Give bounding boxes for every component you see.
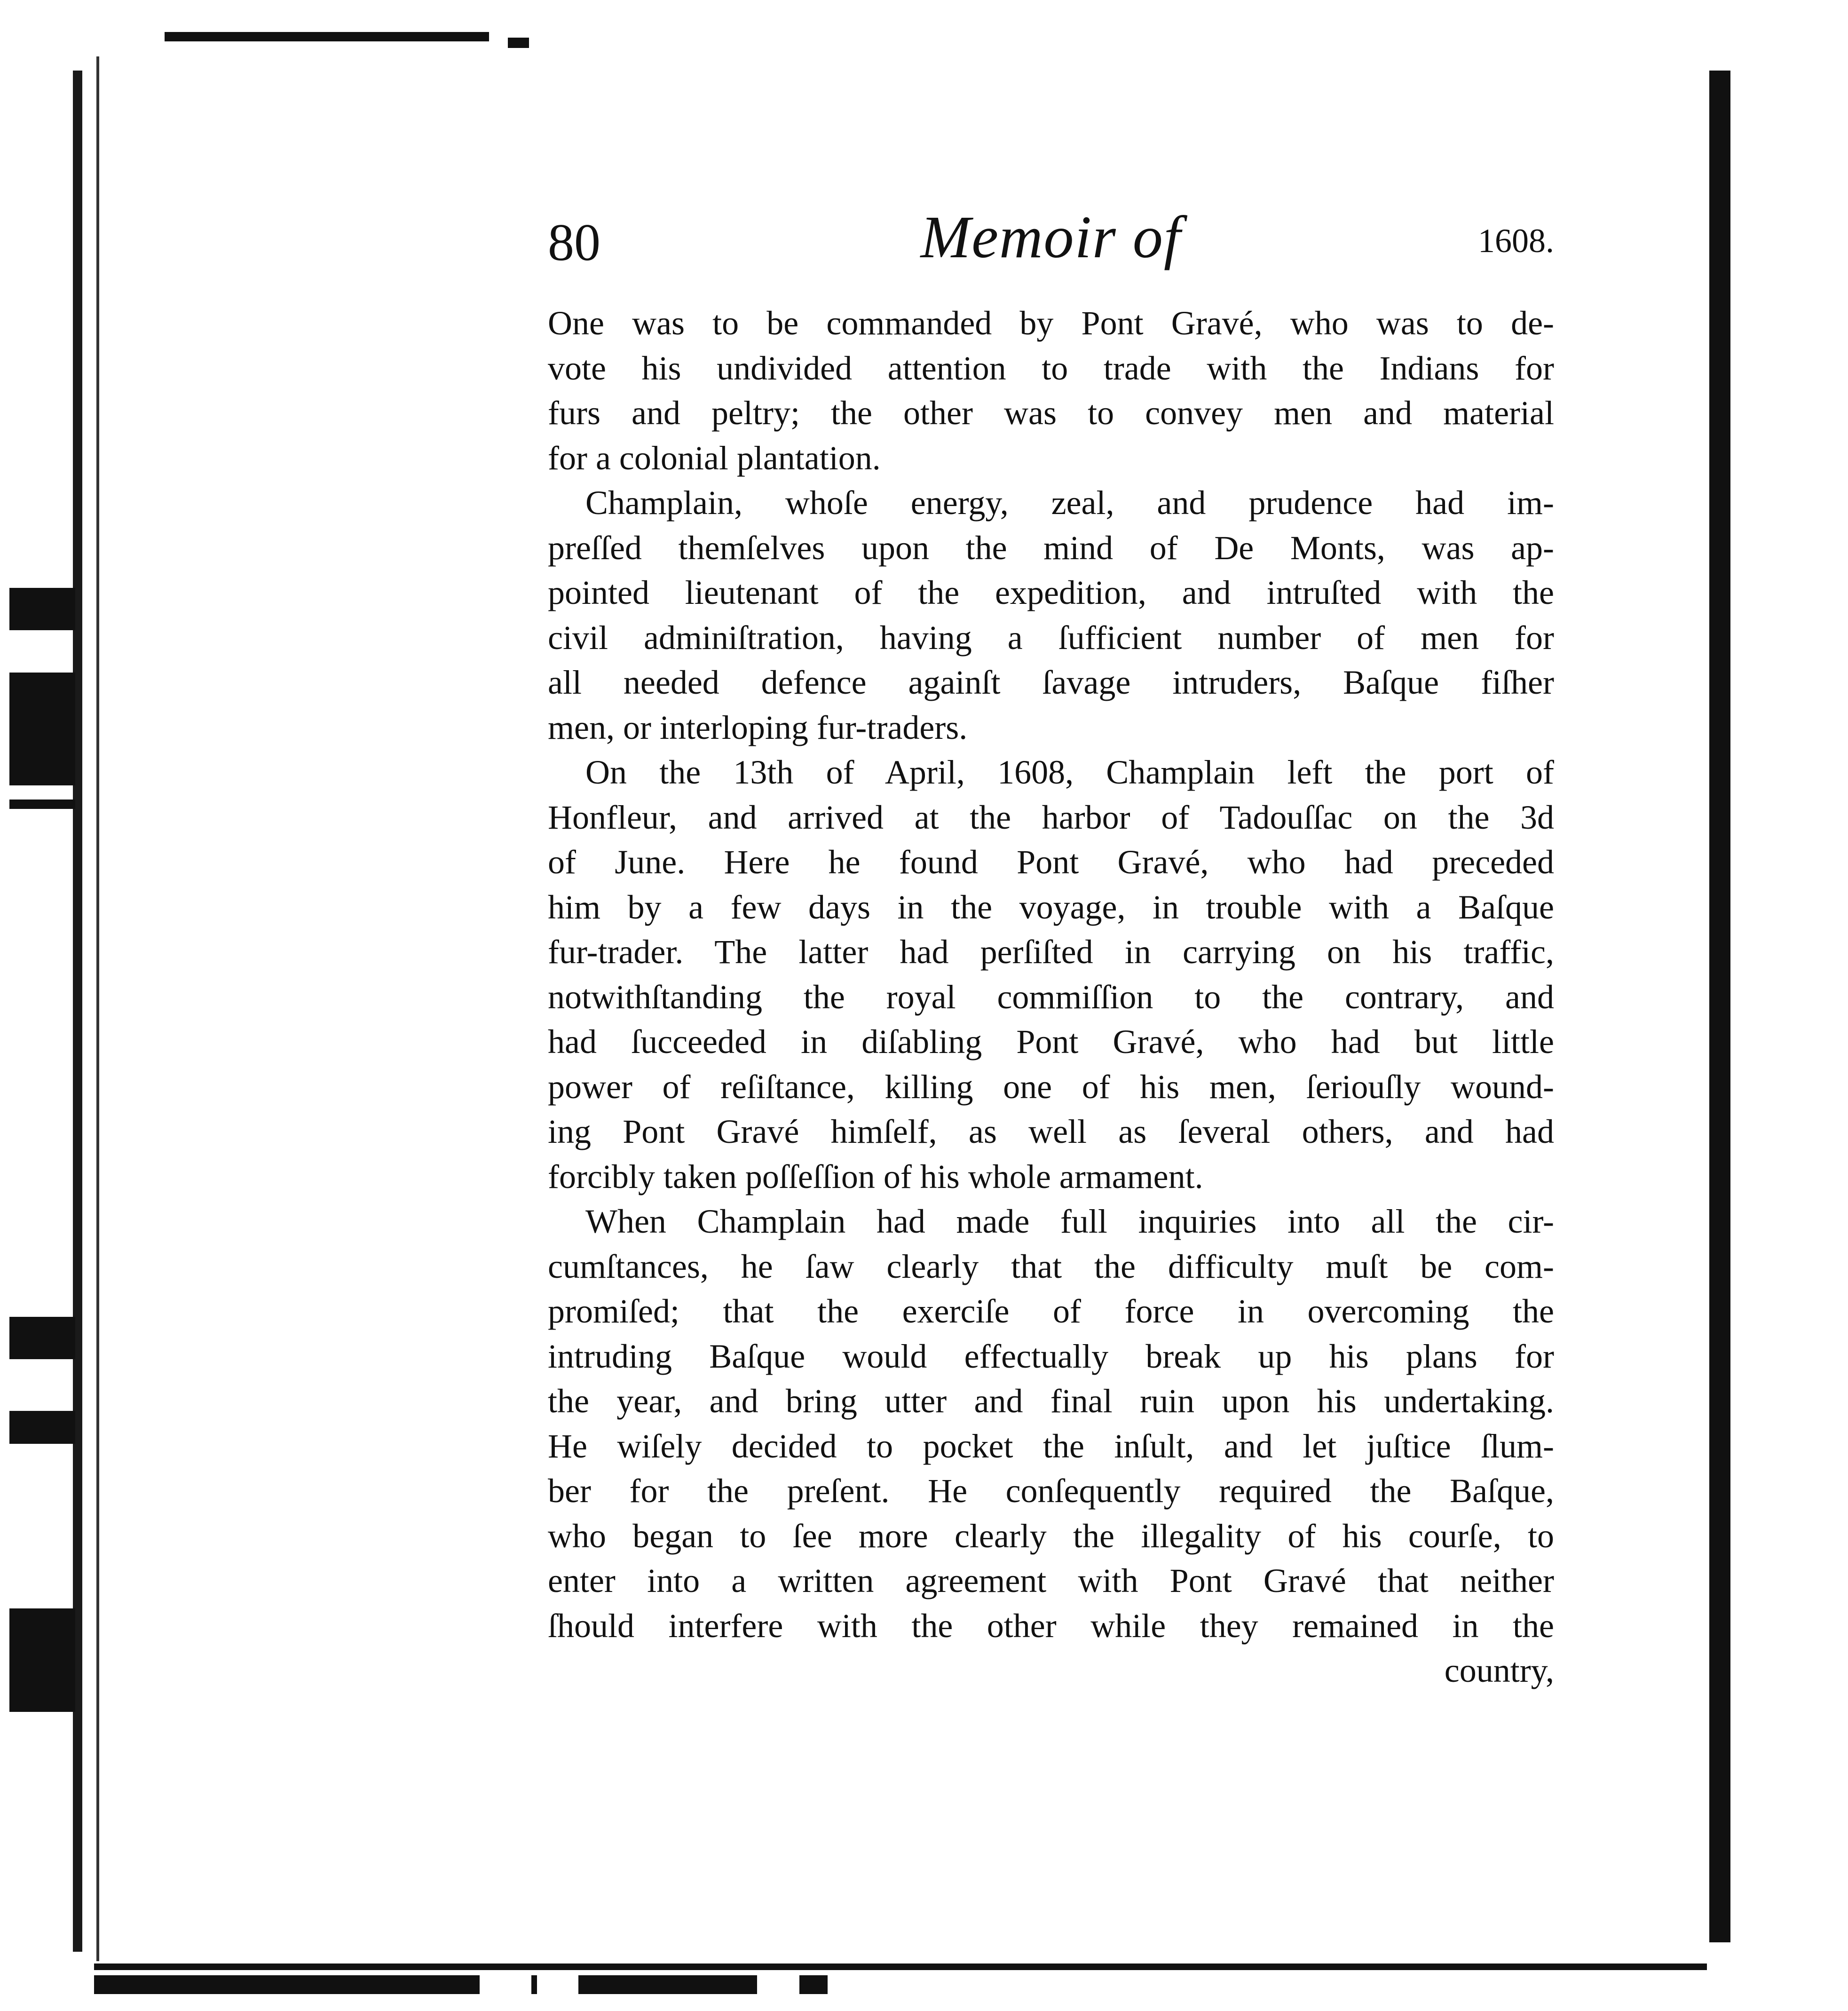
- text-line: forcibly taken poſſeſſion of his whole armament.: [548, 1157, 1203, 1196]
- paragraph: [548, 301, 1554, 481]
- text-line: preſſed themſelves upon the mind of De Monts, was ap-: [548, 529, 1554, 567]
- text-line: had ſucceeded in diſabling Pont Gravé, who had but little: [548, 1023, 1554, 1061]
- text-line: ber for the preſent. He conſequently required the Baſque,: [548, 1472, 1554, 1510]
- scan-border-right: [1709, 71, 1730, 1942]
- text-line: him by a few days in the voyage, in trouble with a Baſque: [548, 888, 1554, 926]
- running-title: Memoir of: [920, 204, 1182, 270]
- text-line: fur-trader. The latter had perſiſted in carrying on his traffic,: [548, 933, 1554, 971]
- text-line: ſhould interfere with the other while they remained in the: [548, 1607, 1554, 1645]
- text-line: furs and peltry; the other was to convey men and material: [548, 394, 1554, 432]
- running-head: [548, 204, 1554, 287]
- text-line: for a colonial plantation.: [548, 439, 881, 477]
- text-line: cumſtances, he ſaw clearly that the difficulty muſt be com-: [548, 1247, 1554, 1285]
- text-line: who began to ſee more clearly the illegality of his courſe, to: [548, 1517, 1554, 1555]
- text-line: ing Pont Gravé himſelf, as well as ſeveral others, and had: [548, 1113, 1554, 1150]
- paragraph: [548, 481, 1554, 750]
- text-line: pointed lieutenant of the expedition, and intruſted with the: [548, 574, 1554, 611]
- paragraph: [548, 750, 1554, 1199]
- text-line: vote his undivided attention to trade with the Indians for: [548, 349, 1554, 387]
- text-line: enter into a written agreement with Pont Gravé that neither: [548, 1562, 1554, 1599]
- scan-border-top: [165, 32, 489, 41]
- text-line: of June. Here he found Pont Gravé, who had preceded: [548, 843, 1554, 881]
- scan-border-left-inner: [96, 56, 99, 1961]
- text-line: notwithſtanding the royal commiſſion to the contrary, and: [548, 978, 1554, 1016]
- text-line: When Champlain had made full inquiries into all the cir-: [585, 1203, 1554, 1240]
- body-text: [548, 301, 1554, 1694]
- scan-border-bottom: [94, 1963, 1707, 1970]
- text-line: One was to be commanded by Pont Gravé, who was to de-: [548, 304, 1554, 342]
- text-line: power of reſiſtance, killing one of his men, ſeriouſly wound-: [548, 1068, 1554, 1106]
- page-number: 80: [548, 214, 600, 272]
- text-line: all needed defence againſt ſavage intruders, Baſque fiſher: [548, 664, 1554, 701]
- scan-border-top-mark: [508, 38, 529, 48]
- text-line: He wiſely decided to pocket the inſult, and let juſtice ſlum-: [548, 1427, 1554, 1465]
- text-line: intruding Baſque would effectually break up his plans for: [548, 1337, 1554, 1375]
- text-line: promiſed; that the exerciſe of force in overcoming the: [548, 1292, 1554, 1330]
- text-line: civil adminiſtration, having a ſufficient number of men for: [548, 618, 1554, 657]
- text-line: men, or interloping fur-traders.: [548, 708, 968, 746]
- text-line: the year, and bring utter and final ruin upon his undertaking.: [548, 1382, 1554, 1420]
- catchword: country,: [1444, 1652, 1554, 1689]
- text-line: Honfleur, and arrived at the harbor of Tadouſſac on the 3d: [548, 798, 1554, 836]
- text-line: Champlain, whoſe energy, zeal, and prudence had im-: [585, 484, 1554, 522]
- text-line: On the 13th of April, 1608, Champlain left the port of: [585, 753, 1554, 791]
- paragraph: [548, 1199, 1554, 1648]
- running-year: 1608.: [1478, 222, 1554, 260]
